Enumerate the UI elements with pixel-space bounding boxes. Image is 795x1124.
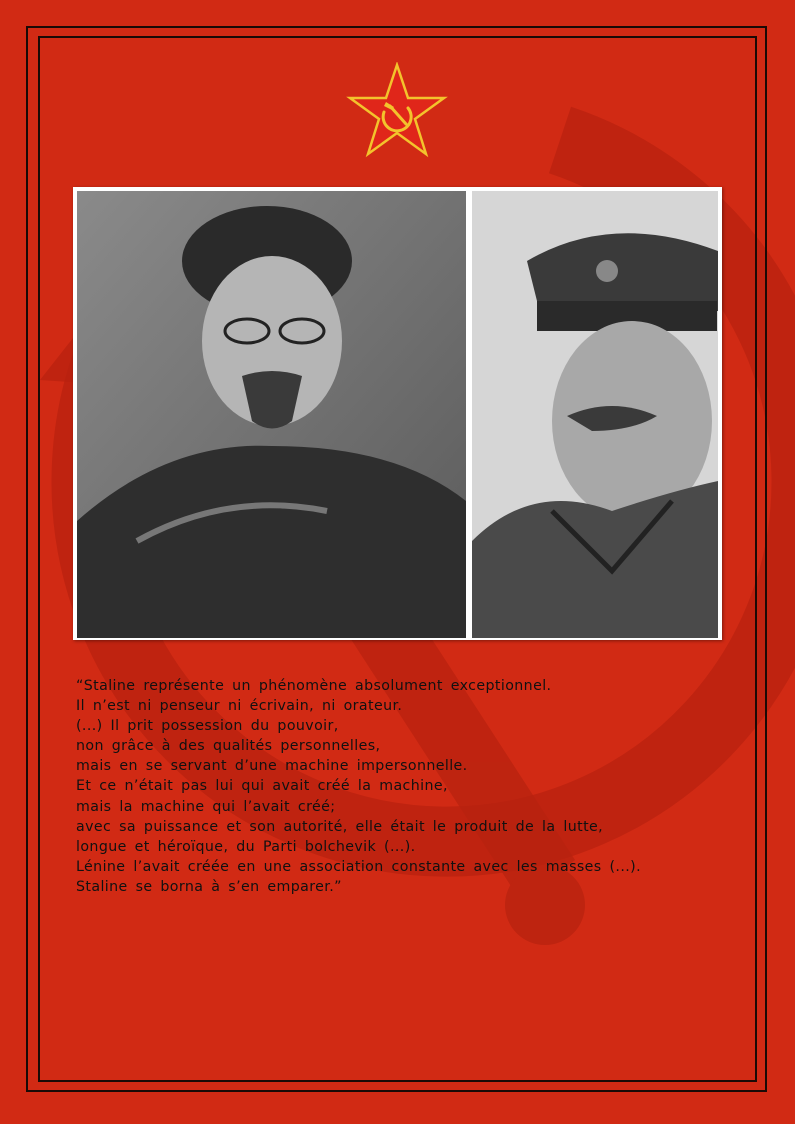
quote-line: Et ce n’était pas lui qui avait créé la machine, bbox=[76, 778, 448, 795]
photo-panel bbox=[73, 187, 722, 640]
quote-line: (...) Il prit possession du pouvoir, bbox=[76, 718, 339, 735]
quote-line: Staline se borna à s’en emparer.” bbox=[76, 878, 342, 895]
quote-line: “Staline représente un phénomène absolument exceptionnel. bbox=[76, 678, 552, 694]
quote-line: mais en se servant d’une machine impersonnelle. bbox=[76, 758, 468, 775]
quote-line: avec sa puissance et son autorité, elle était le produit de la lutte, bbox=[76, 818, 604, 835]
quote-line: mais la machine qui l’avait créé; bbox=[76, 798, 336, 815]
portrait-right bbox=[472, 191, 718, 638]
quote-line: non grâce à des qualités personnelles, bbox=[76, 738, 381, 755]
quote-line: Il n’est ni penseur ni écrivain, ni orateur. bbox=[76, 698, 403, 715]
quote-text bbox=[76, 676, 756, 897]
red-star-hammer-sickle-icon bbox=[346, 62, 448, 158]
portrait-left bbox=[77, 191, 466, 638]
quote-line: Lénine l’avait créée en une association constante avec les masses (...). bbox=[76, 858, 641, 875]
quote-line: longue et héroïque, du Parti bolchevik (...). bbox=[76, 838, 416, 855]
